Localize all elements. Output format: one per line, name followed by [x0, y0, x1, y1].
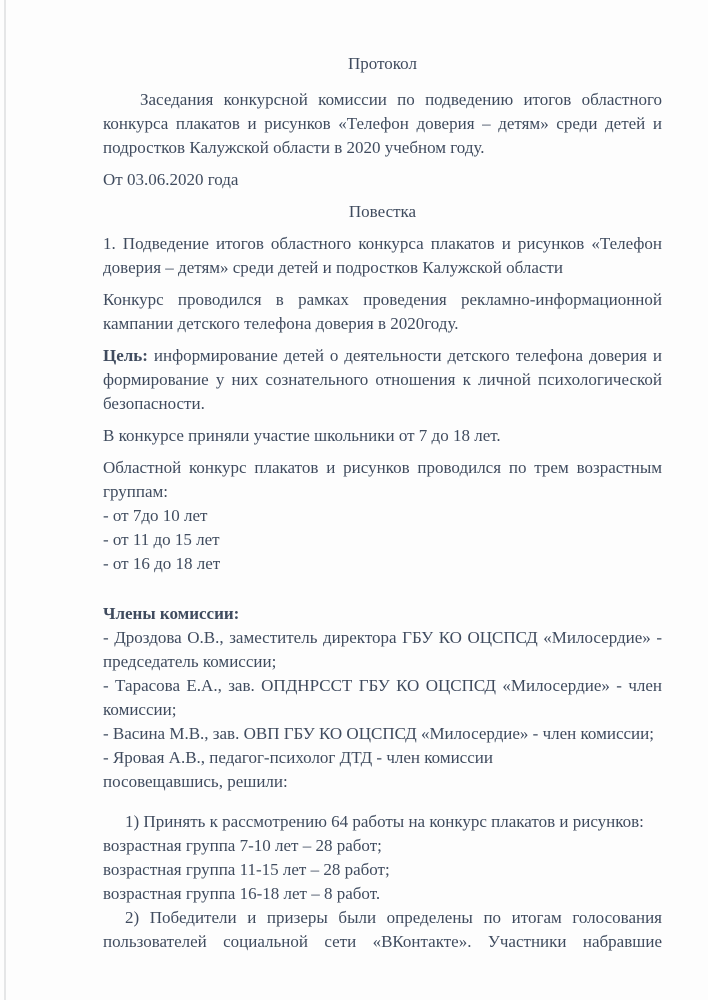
participants-line: В конкурсе приняли участие школьники от 7 до 18 лет.	[103, 426, 501, 445]
agenda-item: 1. Подведение итогов областного конкурса плакатов и рисунков «Телефон доверия – детям» среди детей и подростков Калужской области	[103, 234, 662, 277]
date-line: От 03.06.2020 года	[103, 170, 239, 189]
decision-2: 2) Победители и призеры были определены по итогам голосования пользователей социальной сети «ВКонтакте». Участники набравшие	[103, 908, 662, 951]
decision-1: 1) Принять к рассмотрению 64 работы на конкурс плакатов и рисунков:	[125, 812, 644, 831]
age-group-line: - от 11 до 15 лет	[103, 530, 220, 549]
decision-1-groups-list	[103, 834, 662, 906]
context-paragraph: Конкурс проводился в рамках проведения рекламно-информационной кампании детского телефона доверия в 2020году.	[103, 290, 662, 333]
document-content	[103, 52, 662, 954]
decision-group-line: возрастная группа 7-10 лет – 28 работ;	[103, 836, 382, 855]
document-title: Протокол	[348, 54, 417, 73]
decision-intro: посовещавшись, решили:	[103, 772, 288, 791]
commission-heading: Члены комиссии:	[103, 604, 240, 623]
commission-member-line: - Яровая А.В., педагог-психолог ДТД - член комиссии	[103, 748, 493, 767]
age-group-line: - от 7до 10 лет	[103, 506, 208, 525]
scan-edge-artifact	[4, 0, 6, 1000]
age-group-line: - от 16 до 18 лет	[103, 554, 221, 573]
decision-group-line: возрастная группа 16-18 лет – 8 работ.	[103, 884, 381, 903]
goal-paragraph	[103, 344, 662, 416]
commission-member-line: - Дроздова О.В., заместитель директора ГБУ КО ОЦСПСД «Милосердие» - председатель комиссии;	[103, 628, 662, 671]
commission-members-list	[103, 626, 662, 770]
groups-intro: Областной конкурс плакатов и рисунков проводился по трем возрастным группам:	[103, 458, 662, 501]
goal-label: Цель:	[103, 346, 148, 365]
intro-paragraph: Заседания конкурсной комиссии по подведению итогов областного конкурса плакатов и рисунков «Телефон доверия – детям» среди детей и подростков Калужской области в 2020 учебном году.	[103, 90, 662, 157]
age-groups-list	[103, 504, 662, 576]
decision-group-line: возрастная группа 11-15 лет – 28 работ;	[103, 860, 390, 879]
commission-member-line: - Тарасова Е.А., зав. ОПДНРССТ ГБУ КО ОЦСПСД «Милосердие» - член комиссии;	[103, 676, 662, 719]
goal-text: информирование детей о деятельности детского телефона доверия и формирование у них сознательного отношения к личной психологической безопасности.	[103, 346, 663, 413]
commission-member-line: - Васина М.В., зав. ОВП ГБУ КО ОЦСПСД «Милосердие» - член комиссии;	[103, 724, 654, 743]
agenda-heading: Повестка	[348, 202, 417, 221]
